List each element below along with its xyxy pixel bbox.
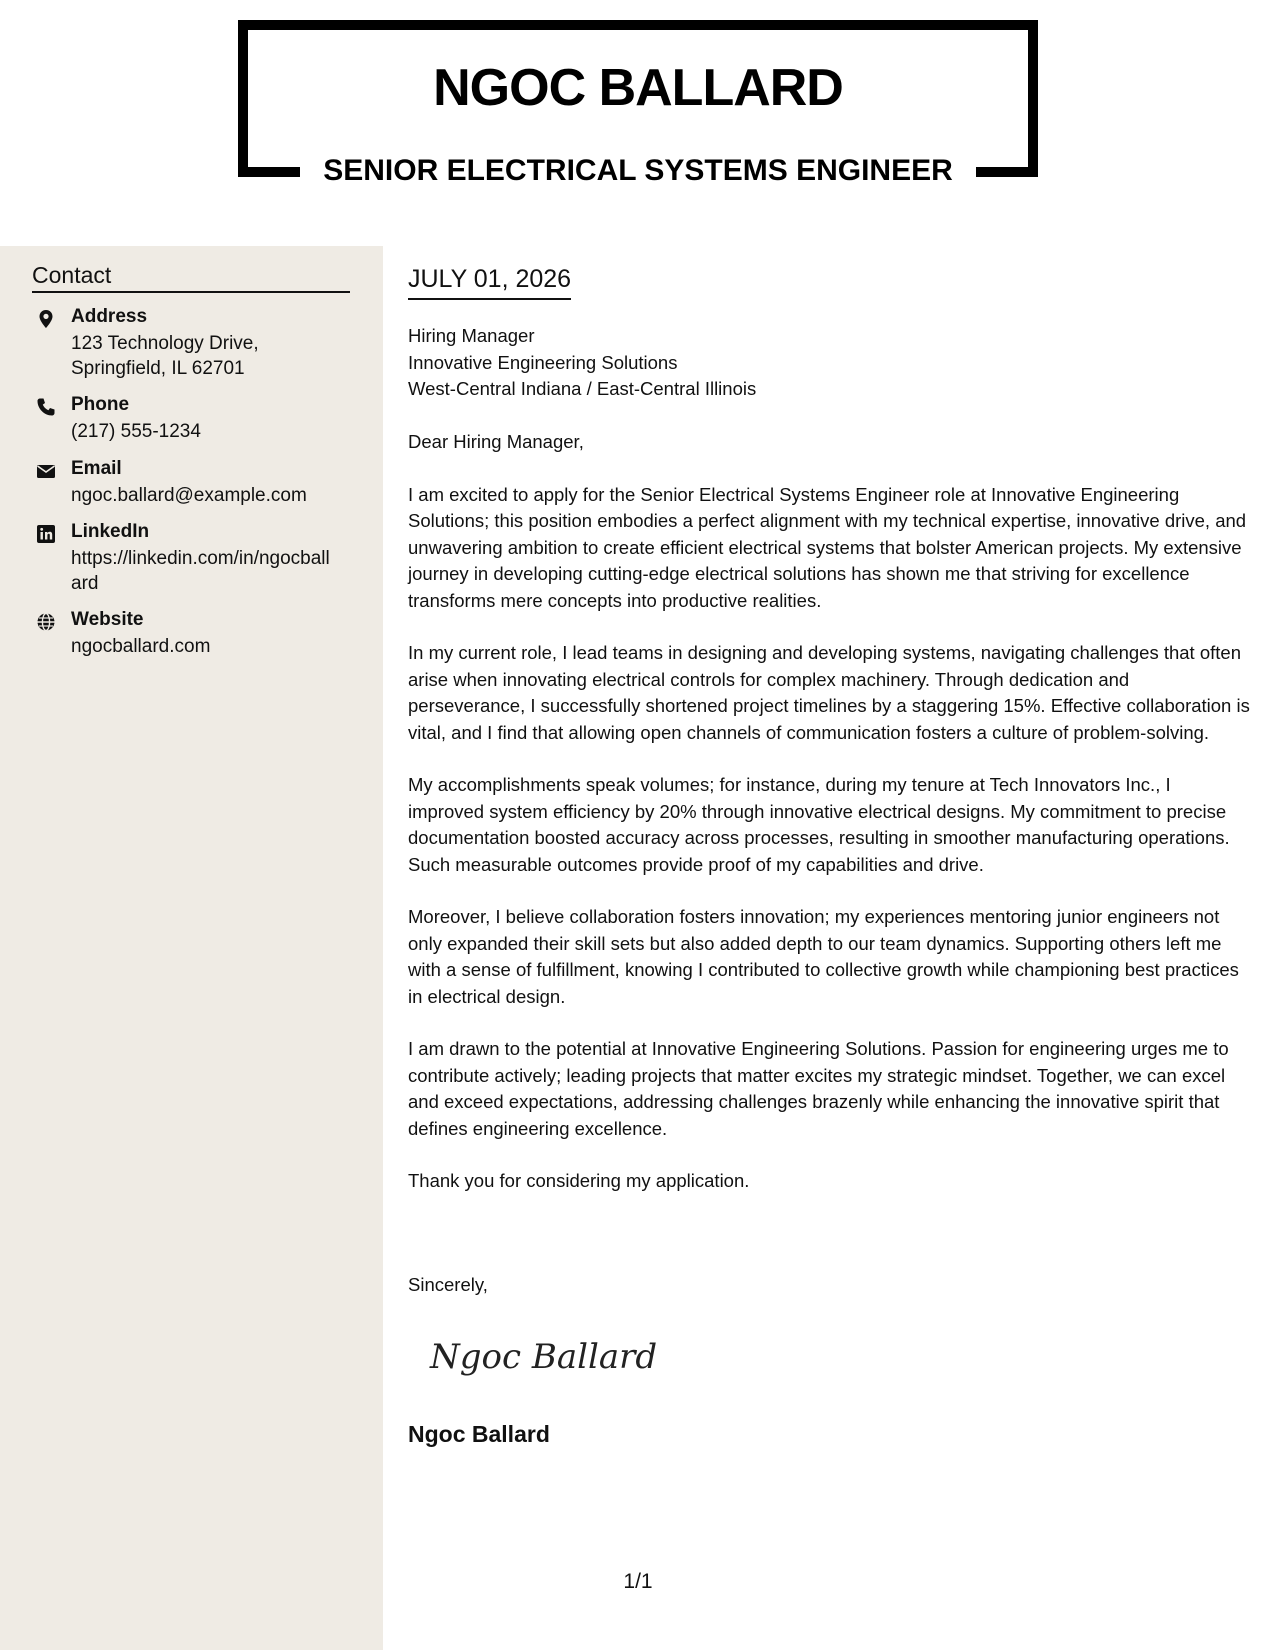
handwritten-signature [428, 1332, 658, 1382]
phone-label: Phone [71, 394, 130, 415]
paragraph: Thank you for considering my application. [408, 1170, 750, 1191]
salutation: Dear Hiring Manager, [408, 431, 584, 452]
phone-icon [36, 397, 56, 417]
recipient-block [408, 323, 756, 403]
svg-text:Ngoc Ballard: Ngoc Ballard [430, 1337, 658, 1377]
header-frame-bottom-left [238, 167, 304, 177]
signer-name: Ngoc Ballard [408, 1421, 550, 1447]
address-label: Address [71, 306, 148, 327]
paragraph: I am excited to apply for the Senior Electrical Systems Engineer role at Innovative Engineering Solutions; this position embodies a perfect alignment with my technical expertise, innovative drive, and unwavering ambition to create efficient electrical systems that bolster American projects. My extensive journey in developing cutting-edge electrical solutions has shown me that striving for excellence transforms mere concepts into productive realities. [408, 483, 1247, 611]
linkedin-icon [36, 524, 56, 544]
website-label: Website [71, 609, 144, 630]
linkedin-label: LinkedIn [71, 521, 150, 542]
globe-icon [36, 612, 56, 632]
address-value: 123 Technology Drive, Springfield, IL 62701 [71, 333, 259, 379]
envelope-icon [36, 461, 56, 481]
letter-date: JULY 01, 2026 [408, 265, 571, 300]
paragraph: In my current role, I lead teams in designing and developing systems, navigating challenges that often arise when innovating electrical controls for complex machinery. Through dedication and perseverance, I successfully shortened project timelines by a staggering 15%. Effective collaboration is vital, and I find that allowing open channels of communication fosters a culture of problem-solving. [408, 642, 1250, 743]
header-frame-bottom-right [972, 167, 1038, 177]
email-label: Email [71, 458, 122, 479]
closing: Sincerely, [408, 1274, 488, 1295]
contact-heading: Contact [32, 262, 350, 293]
linkedin-value[interactable]: https://linkedin.com/in/ngocballard [71, 548, 330, 594]
paragraph: My accomplishments speak volumes; for instance, during my tenure at Tech Innovators Inc., I improved system efficiency by 20% through innovative electrical designs. My commitment to precise documentation boosted accuracy across processes, resulting in smoother manufacturing operations. Such measurable outcomes provide proof of my capabilities and drive. [408, 774, 1230, 875]
resume-header [0, 0, 1275, 246]
letter-body [408, 429, 1250, 1221]
phone-value: (217) 555-1234 [71, 421, 201, 442]
recipient-location: West-Central Indiana / East-Central Illinois [408, 378, 757, 399]
email-value[interactable]: ngoc.ballard@example.com [71, 485, 307, 506]
recipient-company: Innovative Engineering Solutions [408, 351, 678, 373]
paragraph: Moreover, I believe collaboration fosters innovation; my experiences mentoring junior engineers not only expanded their skill sets but also added depth to our team dynamics. Supporting others left me with a sense of fulfillment, knowing I contributed to collective growth while championing best practices in electrical design. [408, 906, 1239, 1007]
map-pin-icon [36, 309, 56, 329]
contact-sidebar [0, 246, 383, 1650]
page-number: 1/1 [623, 1570, 653, 1593]
recipient-line: Hiring Manager [408, 325, 535, 346]
header-frame-top [238, 20, 1038, 30]
applicant-name: NGOC BALLARD [433, 59, 843, 117]
job-title: SENIOR ELECTRICAL SYSTEMS ENGINEER [300, 154, 976, 188]
paragraph: I am drawn to the potential at Innovative Engineering Solutions. Passion for engineering urges me to contribute actively; leading projects that matter excites my strategic mindset. Together, we can excel and exceed expectations, addressing challenges brazenly while enhancing the innovative spirit that defines engineering excellence. [408, 1038, 1229, 1139]
website-value[interactable]: ngocballard.com [71, 636, 211, 657]
